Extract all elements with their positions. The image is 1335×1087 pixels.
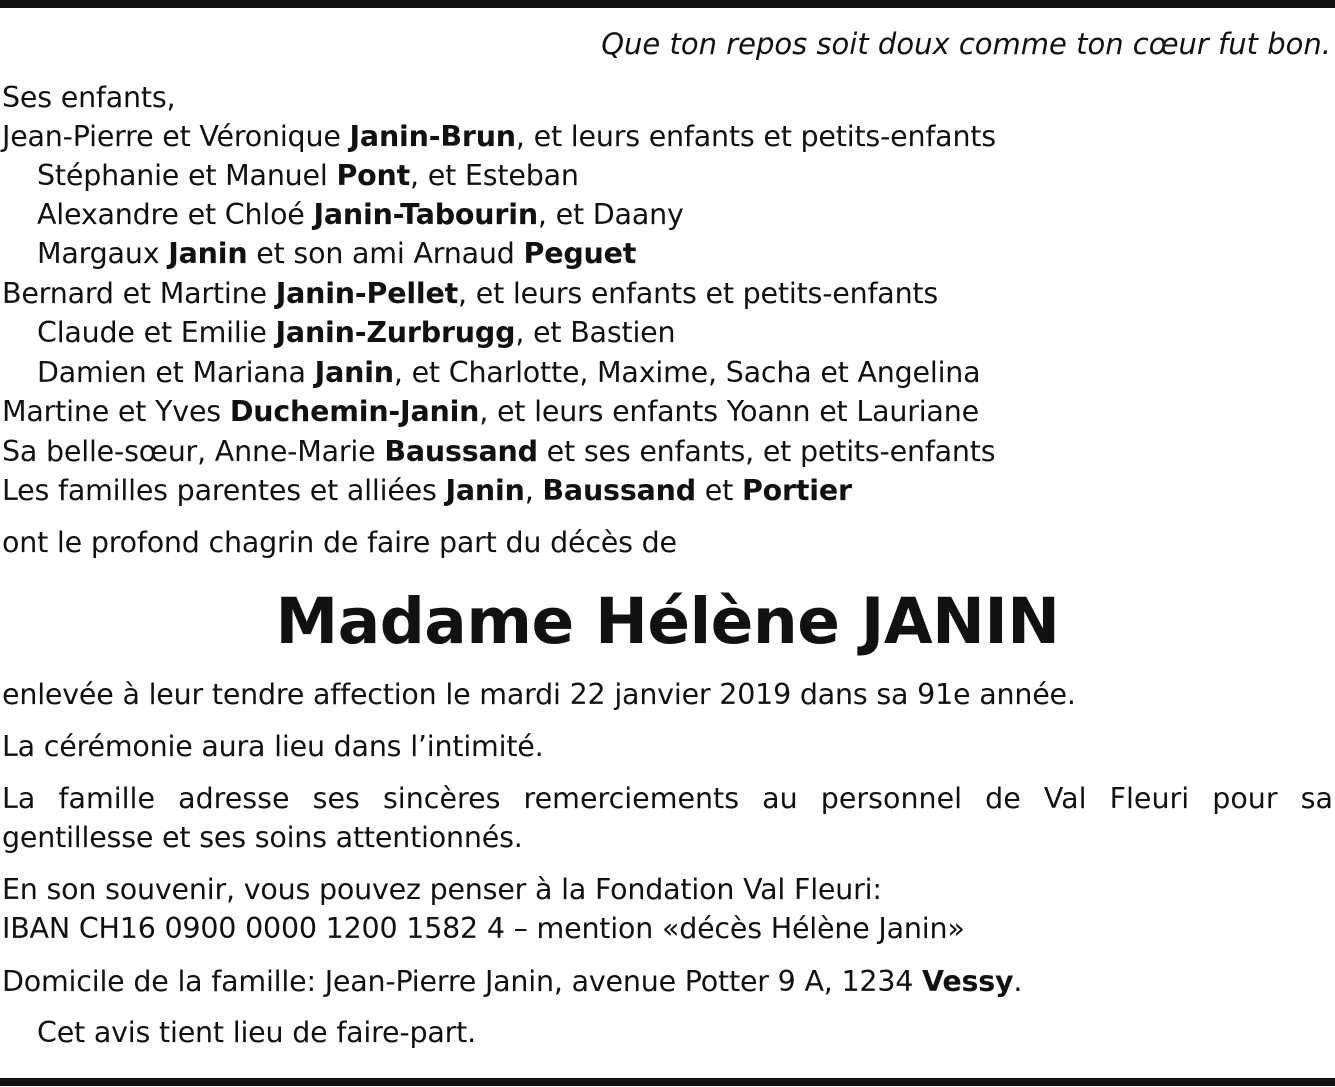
thanks-line: gentillesse et ses soins attentionnés. [2, 821, 523, 854]
deceased-name: Madame Hélène JANIN [275, 585, 1060, 658]
announcement: ont le profond chagrin de faire part du décès de [2, 526, 677, 559]
family-line: Bernard et Martine Janin-Pellet, et leurs enfants et petits-enfants [2, 277, 939, 310]
family-line: Alexandre et Chloé Janin-Tabourin, et Daany [37, 198, 684, 231]
top-rule [0, 0, 1335, 8]
domicile-line: Domicile de la famille: Jean-Pierre Janin, avenue Potter 9 A, 1234 Vessy. [2, 965, 1023, 998]
family-line: Sa belle-sœur, Anne-Marie Baussand et ses enfants, et petits-enfants [2, 435, 996, 468]
family-line: Claude et Emilie Janin-Zurbrugg, et Bastien [37, 316, 676, 349]
ceremony-text: La cérémonie aura lieu dans l’intimité. [2, 730, 544, 763]
passing-text: enlevée à leur tendre affection le mardi 22 janvier 2019 dans sa 91e année. [2, 678, 1076, 711]
family-line: Margaux Janin et son ami Arnaud Peguet [37, 237, 637, 270]
thanks-line: La famille adresse ses sincères remerciements au personnel de Val Fleuri pour sa [2, 782, 1333, 815]
bottom-rule [0, 1078, 1335, 1086]
closing-line: Cet avis tient lieu de faire-part. [37, 1016, 476, 1049]
motto: Que ton repos soit doux comme ton cœur fut bon. [601, 27, 1331, 61]
family-line: Les familles parentes et alliées Janin, Baussand et Portier [2, 474, 852, 507]
family-intro: Ses enfants, [2, 81, 176, 114]
family-line: Damien et Mariana Janin, et Charlotte, Maxime, Sacha et Angelina [37, 356, 981, 389]
family-line: Stéphanie et Manuel Pont, et Esteban [37, 159, 579, 192]
iban-line: IBAN CH16 0900 0000 1200 1582 4 – mention «décès Hélène Janin» [2, 912, 965, 945]
family-line: Martine et Yves Duchemin-Janin, et leurs enfants Yoann et Lauriane [2, 395, 979, 428]
memory-line: En son souvenir, vous pouvez penser à la Fondation Val Fleuri: [2, 873, 882, 906]
family-line: Jean-Pierre et Véronique Janin-Brun, et leurs enfants et petits-enfants [2, 120, 996, 153]
